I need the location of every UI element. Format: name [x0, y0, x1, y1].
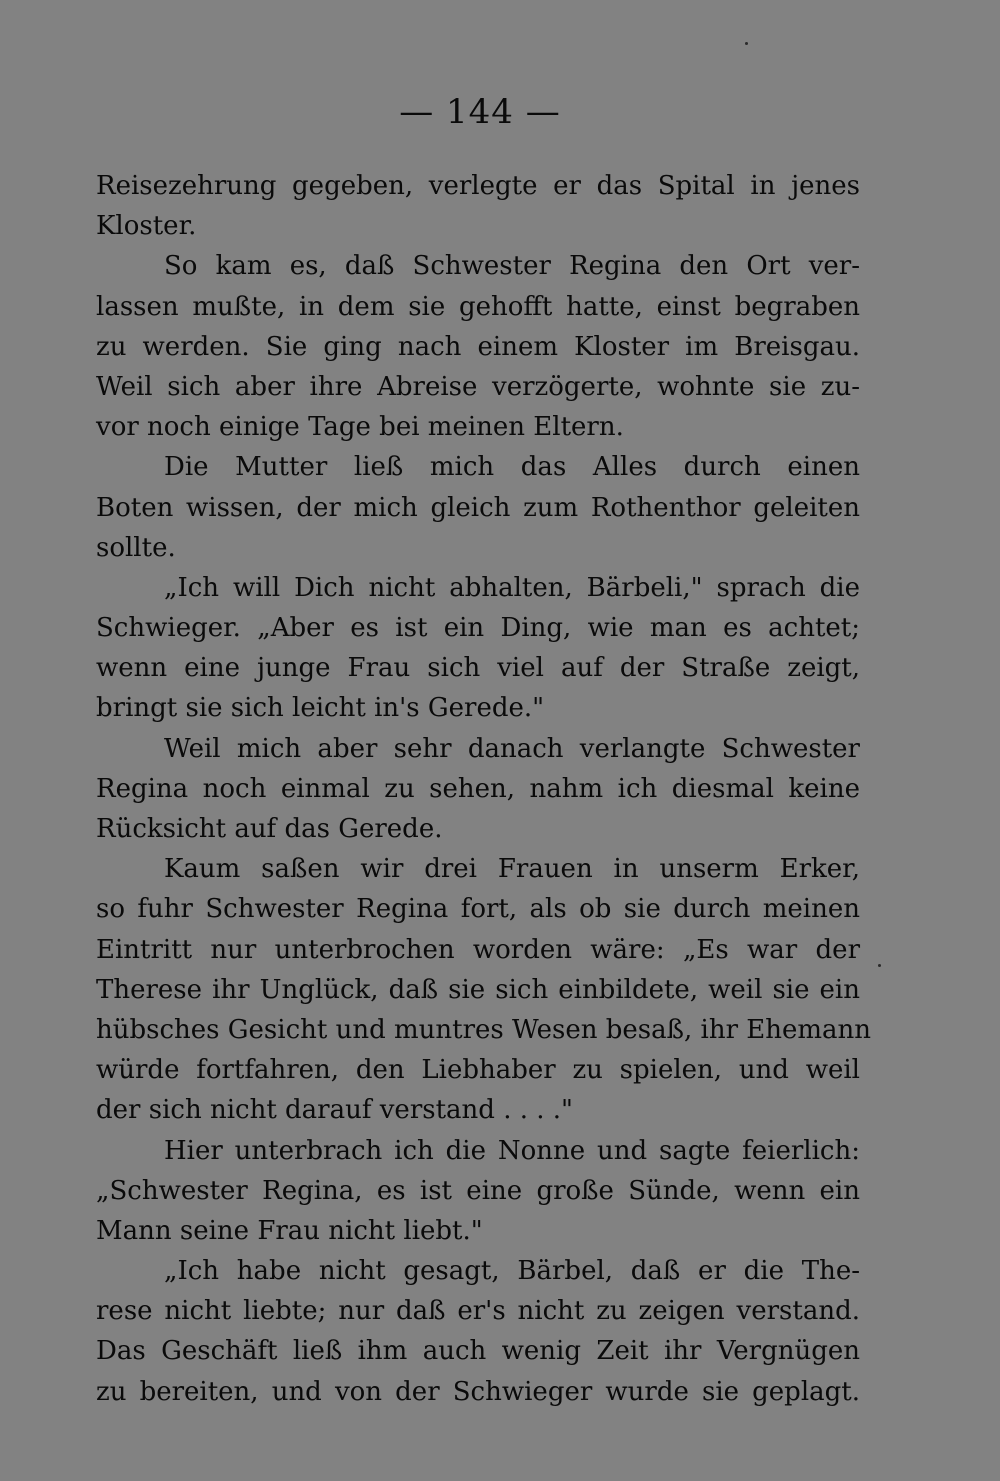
text-line: wenn eine junge Frau sich viel auf der Straße zeigt,: [96, 653, 860, 684]
text-line: Regina noch einmal zu sehen, nahm ich diesmal keine: [96, 773, 860, 804]
text-line: Kaum saßen wir drei Frauen in unserm Erker,: [164, 854, 860, 885]
text-line: bringt sie sich leicht in's Gerede.": [96, 693, 545, 724]
text-line: würde fortfahren, den Liebhaber zu spielen, und weil: [96, 1055, 860, 1086]
text-line: vor noch einige Tage bei meinen Eltern.: [96, 412, 624, 443]
body-text: [96, 166, 872, 1412]
text-line: Das Geschäft ließ ihm auch wenig Zeit ihr Vergnügen: [96, 1336, 860, 1367]
text-line: zu bereiten, und von der Schwieger wurde sie geplagt.: [96, 1376, 860, 1407]
text-line: Mann seine Frau nicht liebt.": [96, 1215, 483, 1246]
text-line: lassen mußte, in dem sie gehofft hatte, einst begraben: [96, 291, 860, 322]
text-line: hübsches Gesicht und muntres Wesen besaß, ihr Ehemann: [96, 1014, 872, 1045]
text-line: Therese ihr Unglück, daß sie sich einbildete, weil sie ein: [96, 974, 860, 1005]
scan-speck: [878, 964, 881, 967]
text-line: Weil sich aber ihre Abreise verzögerte, wohnte sie zu-: [96, 371, 860, 402]
text-line: Rücksicht auf das Gerede.: [96, 814, 443, 844]
text-line: Die Mutter ließ mich das Alles durch einen: [164, 452, 860, 483]
page-number: — 144 —: [399, 92, 561, 132]
text-line: Schwieger. „Aber es ist ein Ding, wie man es achtet;: [96, 613, 860, 644]
text-line: sollte.: [96, 532, 176, 563]
text-line: Reisezehrung gegeben, verlegte er das Spital in jenes: [96, 171, 860, 201]
text-line: zu werden. Sie ging nach einem Kloster im Breisgau.: [96, 331, 860, 362]
scan-speck: [745, 42, 748, 45]
text-line: der sich nicht darauf verstand . . . .": [96, 1095, 574, 1126]
text-line: „Ich will Dich nicht abhalten, Bärbeli," sprach die: [164, 572, 860, 603]
text-line: „Schwester Regina, es ist eine große Sünde, wenn ein: [96, 1175, 860, 1206]
text-line: so fuhr Schwester Regina fort, als ob sie durch meinen: [96, 894, 860, 925]
text-line: Eintritt nur unterbrochen worden wäre: „Es war der: [96, 934, 860, 965]
text-line: „Ich habe nicht gesagt, Bärbel, daß er die The-: [164, 1256, 860, 1287]
text-line: So kam es, daß Schwester Regina den Ort ver-: [164, 251, 860, 282]
text-line: Hier unterbrach ich die Nonne und sagte feierlich:: [164, 1135, 860, 1166]
text-line: Weil mich aber sehr danach verlangte Schwester: [164, 733, 860, 764]
text-line: rese nicht liebte; nur daß er's nicht zu zeigen verstand.: [96, 1296, 860, 1327]
text-line: Kloster.: [96, 211, 197, 242]
text-line: Boten wissen, der mich gleich zum Rothenthor geleiten: [96, 492, 860, 523]
